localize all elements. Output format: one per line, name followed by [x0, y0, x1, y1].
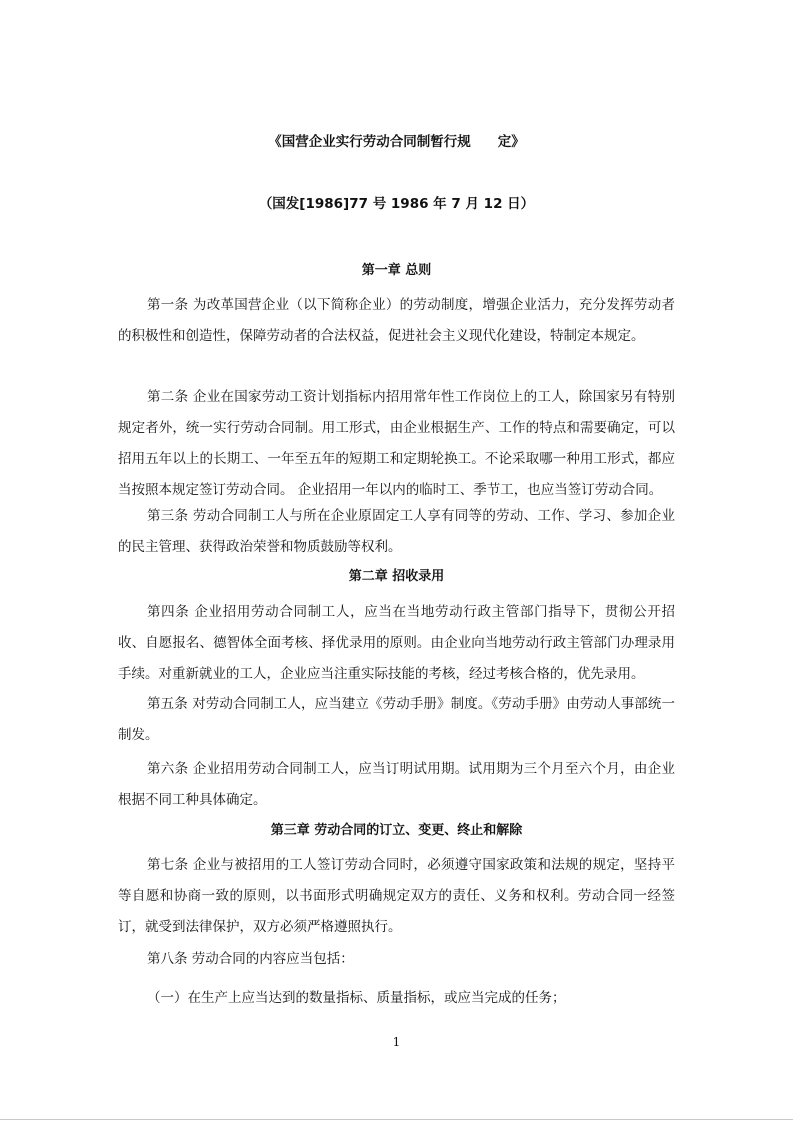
article-7: 第七条 企业与被招用的工人签订劳动合同时，必须遵守国家政策和法规的规定，坚持平等自愿和协商一致的原则，以书面形式明确规定双方的责任、义务和权利。劳动合同一经签订，就受到法律保护，双方必须严格遵照执行。 — [118, 857, 675, 935]
article-8: 第八条 劳动合同的内容应当包括： — [147, 951, 354, 967]
article-2: 第二条 企业在国家劳动工资计划指标内招用常年性工作岗位上的工人，除国家另有特别规定者外，统一实行劳动合同制。用工形式，由企业根据生产、工作的特点和需要确定，可以招用五年以上的长期工、一年至五年的短期工和定期轮换工。不论采取哪一种用工形式，都应当按照本规定签订劳动合同。 企业招用一年以内的临时工、季节工，也应当签订劳动合同。 — [118, 389, 675, 498]
document-subtitle: （国发[1986]77 号 1986 年 7 月 12 日） — [258, 196, 535, 212]
article-4: 第四条 企业招用劳动合同制工人，应当在当地劳动行政主管部门指导下，贯彻公开招收、自愿报名、德智体全面考核、择优录用的原则。由企业向当地劳动行政主管部门办理录用手续。对重新就业的工人，企业应当注重实际技能的考核，经过考核合格的，优先录用。 — [118, 604, 675, 682]
document-title: 《国营企业实行劳动合同制暂行规 定》 — [268, 134, 525, 150]
chapter-heading-1: 第一章 总则 — [361, 263, 432, 278]
article-1: 第一条 为改革国营企业（以下简称企业）的劳动制度，增强企业活力，充分发挥劳动者的积极性和创造性，保障劳动者的合法权益，促进社会主义现代化建设，特制定本规定。 — [118, 297, 675, 344]
page-bottom-divider — [0, 1119, 793, 1120]
chapter-heading-3: 第三章 劳动合同的订立、变更、终止和解除 — [270, 823, 523, 838]
article-8-item-1: （一）在生产上应当达到的数量指标、质量指标，或应当完成的任务； — [147, 990, 566, 1006]
article-3: 第三条 劳动合同制工人与所在企业原固定工人享有同等的劳动、工作、学习、参加企业的民主管理、获得政治荣誉和物质鼓励等权利。 — [118, 508, 675, 555]
page-number: 1 — [392, 1035, 401, 1049]
article-5: 第五条 对劳动合同制工人，应当建立《劳动手册》制度。《劳动手册》由劳动人事部统一制发。 — [118, 696, 675, 743]
chapter-heading-2: 第二章 招收录用 — [348, 569, 445, 584]
article-6: 第六条 企业招用劳动合同制工人，应当订明试用期。试用期为三个月至六个月，由企业根据不同工种具体确定。 — [118, 761, 675, 808]
